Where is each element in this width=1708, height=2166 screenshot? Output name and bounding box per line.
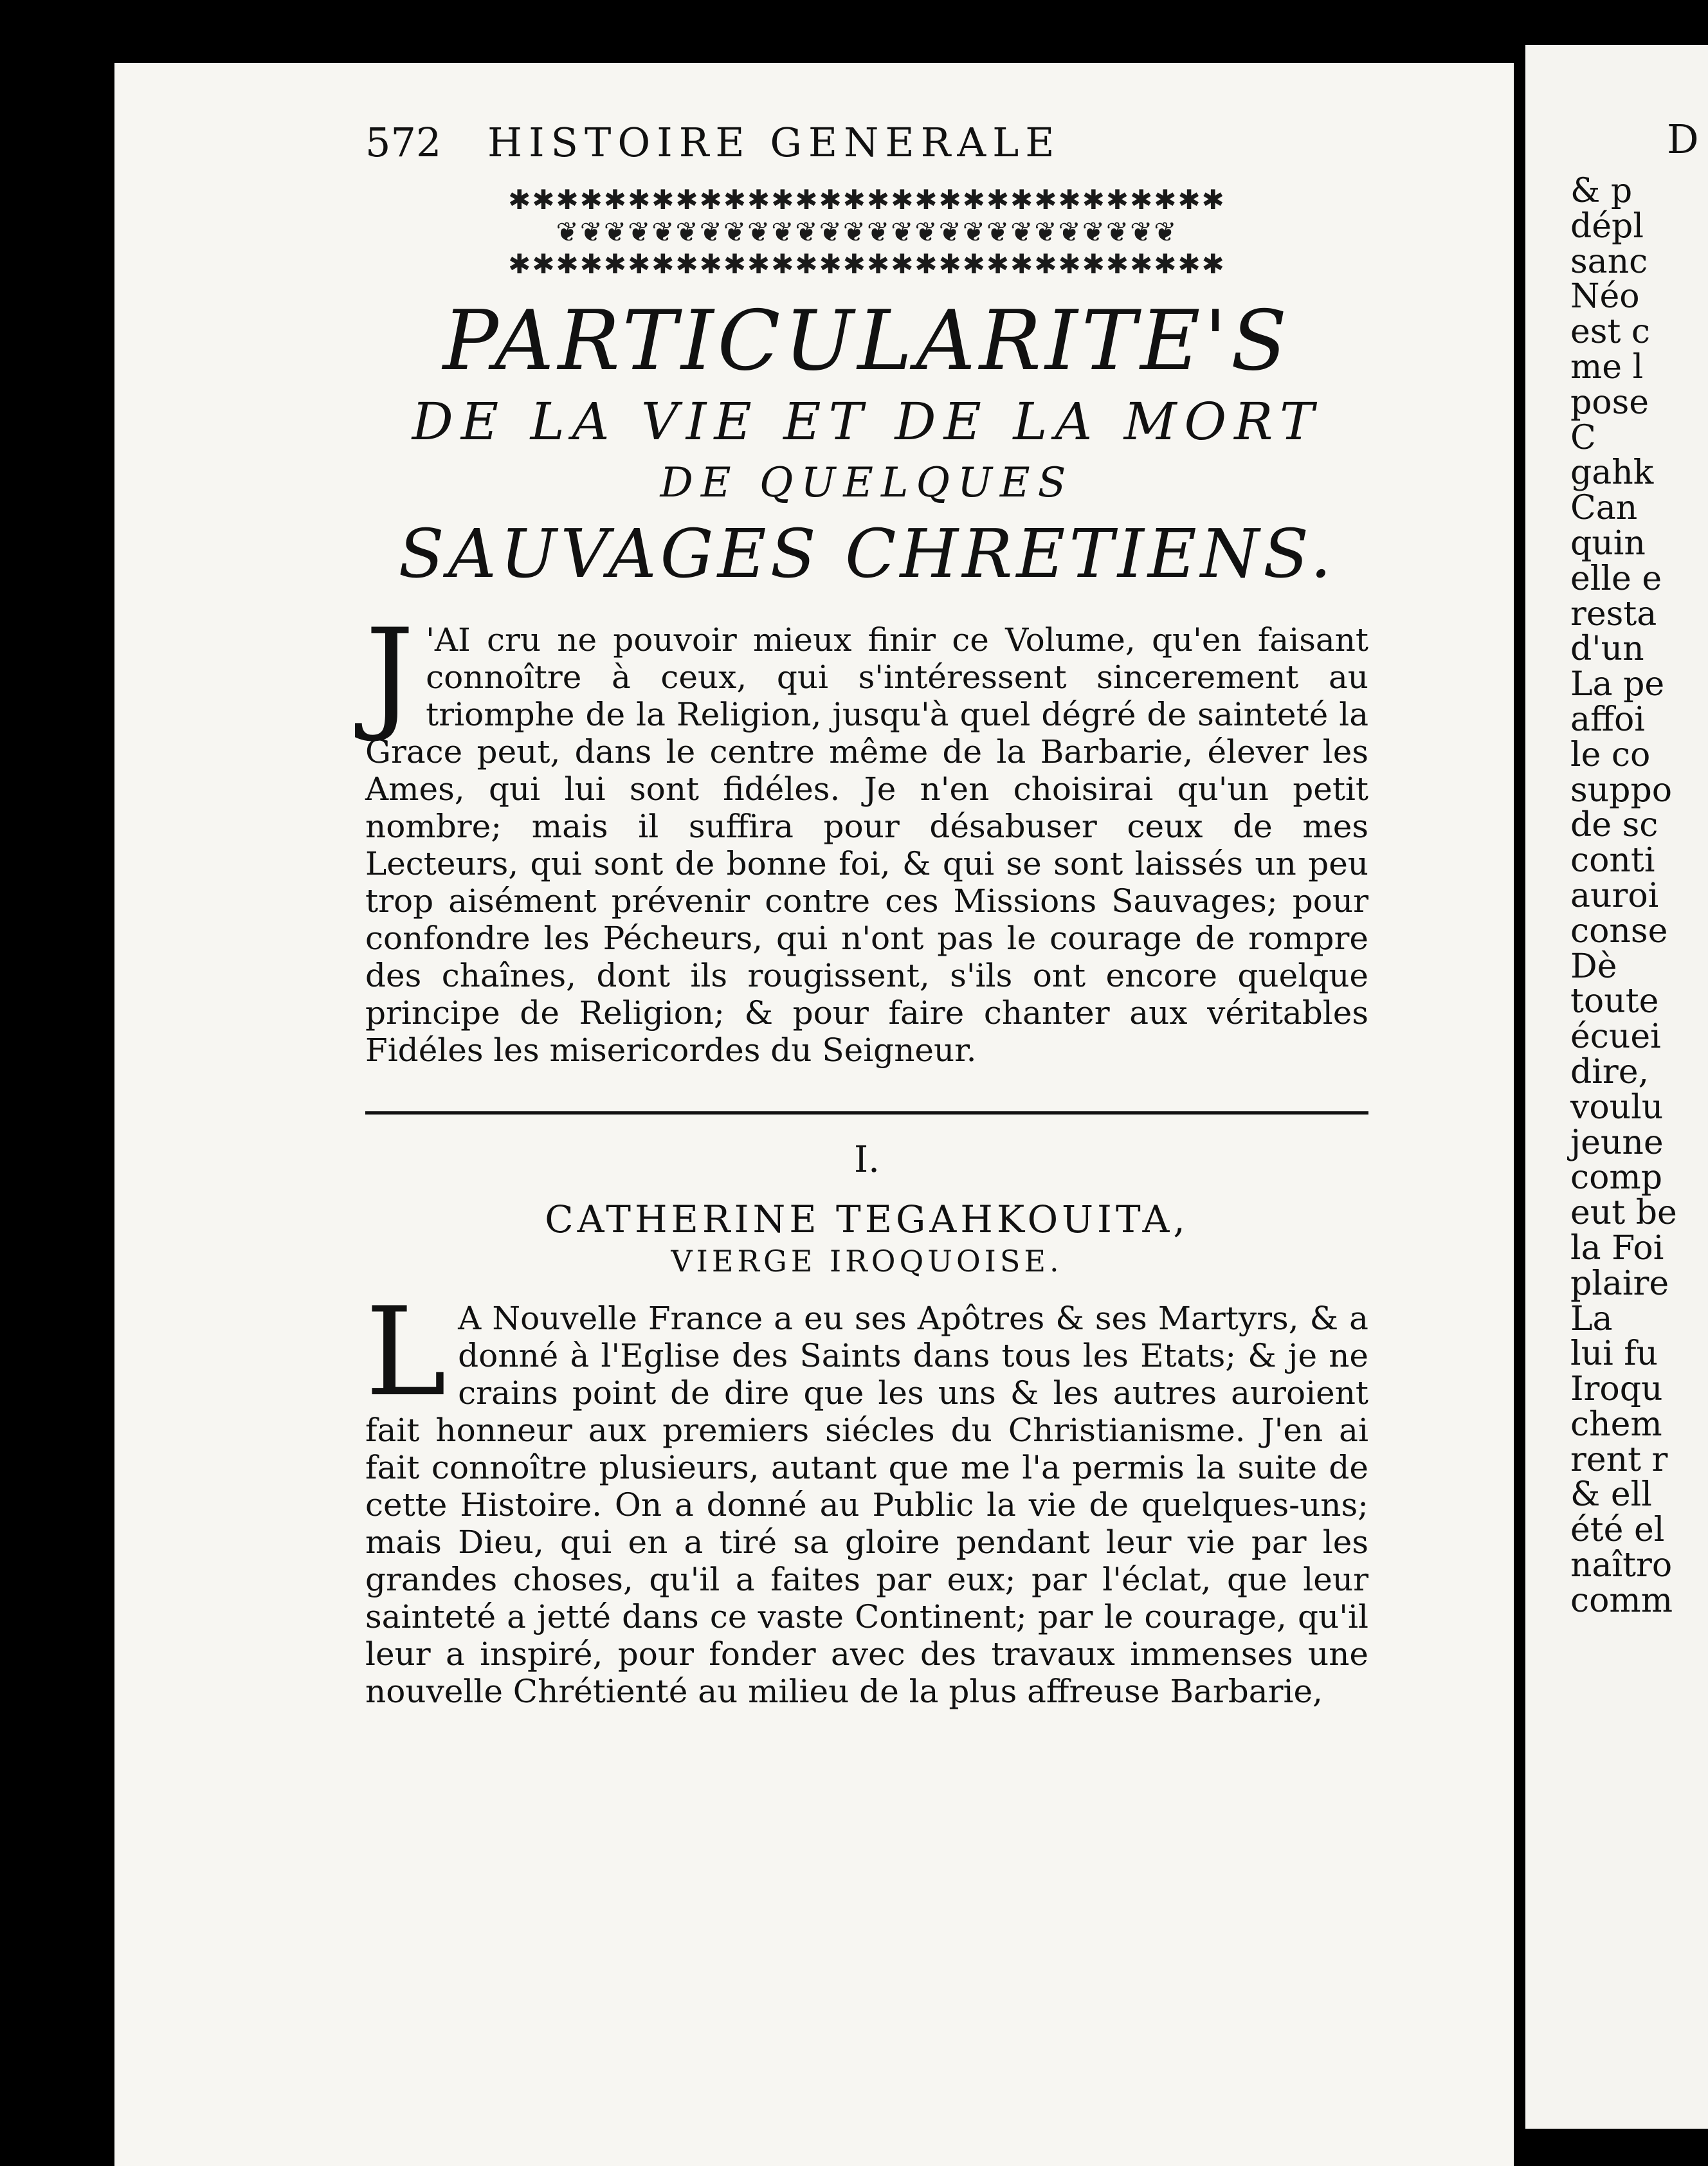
right-page-line: rent r <box>1570 1440 1668 1479</box>
right-page-line: me l <box>1570 347 1644 387</box>
right-page-line: suppo <box>1570 770 1673 810</box>
right-page-line: & ell <box>1570 1475 1652 1515</box>
right-page-line: eut be <box>1570 1194 1677 1233</box>
right-page-line: de sc <box>1570 806 1658 845</box>
right-page-line: le co <box>1570 735 1651 774</box>
ornament-row: ❦❦❦❦❦❦❦❦❦❦❦❦❦❦❦❦❦❦❦❦❦❦❦❦❦❦ <box>556 216 1178 248</box>
right-page-line: dire, <box>1570 1052 1649 1091</box>
running-head: HISTOIRE GENERALE <box>487 119 1061 166</box>
section-number: I. <box>854 1139 880 1181</box>
right-page-line: auroi <box>1570 876 1659 915</box>
right-page-line: naîtro <box>1570 1546 1673 1585</box>
drop-cap: L <box>365 1281 447 1423</box>
right-page-line: plaire <box>1570 1264 1669 1303</box>
right-page-line: lui fu <box>1570 1334 1658 1374</box>
right-page-line: Néo <box>1570 277 1640 316</box>
intro-paragraph <box>365 603 1368 1069</box>
section-subtitle: VIERGE IROQUOISE. <box>671 1244 1063 1279</box>
right-page-line: voulu <box>1570 1088 1664 1127</box>
title-line-2: DE LA VIE ET DE LA MORT <box>412 392 1322 451</box>
right-page-line: C <box>1570 418 1596 457</box>
title-line-1: PARTICULARITE'S <box>442 293 1291 389</box>
ornament-row: ✱✱✱✱✱✱✱✱✱✱✱✱✱✱✱✱✱✱✱✱✱✱✱✱✱✱✱✱✱✱ <box>508 248 1226 280</box>
right-page-line: Dè <box>1570 947 1617 986</box>
ornament-row: ✱✱✱✱✱✱✱✱✱✱✱✱✱✱✱✱✱✱✱✱✱✱✱✱✱✱✱✱✱✱ <box>508 184 1226 215</box>
section-title: CATHERINE TEGAHKOUITA, <box>545 1197 1189 1241</box>
body-text: A Nouvelle France a eu ses Apôtres & ses Martyrs, & a donné à l'Eglise des Saints dans tous les Etats; & je ne crains point de dire que les uns & les autres auroient fait honneur aux premiers siécles du Christianisme. J'en ai fait connoître plusieurs, autant que me l'a permis la suite de cette Histoire. On a donné au Public la vie de quelques-uns; mais Dieu, qui en a tiré sa gloire pendant leur vie par les grandes choses, qu'il a faites par eux; par l'éclat, que leur sainteté a jetté dans ce vaste Continent; par le courage, qu'il leur a inspiré, pour fonder avec des travaux immenses une nouvelle Chrétienté au milieu de la plus affreuse Barbarie, <box>365 1300 1368 1710</box>
right-page-line: dépl <box>1570 206 1644 246</box>
right-page-line: conti <box>1570 841 1655 880</box>
right-page-line: écuei <box>1570 1017 1661 1057</box>
chapter-title <box>365 293 1368 596</box>
left-page-content <box>365 119 1368 1710</box>
right-page-line: est c <box>1570 313 1651 352</box>
right-page-line: comm <box>1570 1581 1673 1620</box>
right-page-line: La pe <box>1570 665 1665 704</box>
right-page-line: la Foi <box>1570 1228 1664 1268</box>
intro-text: 'AI cru ne pouvoir mieux finir ce Volume, qu'en faisant connoître à ceux, qui s'intéressent sincerement au triomphe de la Religion, jusqu'à quel dégré de sainteté la Grace peut, dans le centre même de la Barbarie, élever les Ames, qui lui sont fidéles. Je n'en choisirai qu'un petit nombre; mais il suffira pour désabuser ceux de mes Lecteurs, qui sont de bonne foi, & qui se sont laissés un peu trop aisément prévenir contre ces Missions Sauvages; pour confondre les Pécheurs, qui n'ont pas le courage de rompre des chaînes, dont ils rougissent, s'ils ont encore quelque principe de Religion; & pour faire chanter aux véritables Fidéles les misericordes du Seigneur. <box>365 621 1368 1069</box>
right-page-fragment <box>1525 45 1708 2129</box>
right-page-line: Can <box>1570 489 1638 528</box>
right-page-line: d'un <box>1570 630 1644 669</box>
right-page-line: La <box>1570 1299 1613 1338</box>
right-page-line: comp <box>1570 1158 1663 1197</box>
right-page-line: & p <box>1570 172 1633 210</box>
right-page-line: affoi <box>1570 700 1645 739</box>
right-page-lines <box>1570 174 1677 1619</box>
right-page-line: quin <box>1570 523 1646 563</box>
right-page-line: sanc <box>1570 242 1648 281</box>
right-page-line: jeune <box>1570 1123 1664 1162</box>
title-line-4: SAUVAGES CHRETIENS. <box>398 514 1336 593</box>
ornament-band <box>365 184 1368 280</box>
body-paragraph <box>365 1281 1368 1710</box>
page-number: 572 <box>365 119 442 166</box>
right-page-line: conse <box>1570 911 1668 951</box>
right-page-line: été el <box>1570 1511 1665 1550</box>
right-page-line: elle e <box>1570 559 1662 598</box>
right-page-line: Iroqu <box>1570 1370 1663 1409</box>
page-header <box>365 119 1368 166</box>
section-divider <box>365 1111 1368 1115</box>
right-page-line: resta <box>1570 594 1657 633</box>
right-page-line: pose <box>1570 383 1649 422</box>
title-line-3: DE QUELQUES <box>660 459 1074 507</box>
right-page-line: gahk <box>1570 453 1654 493</box>
drop-cap: J <box>365 603 415 745</box>
right-page-line: toute <box>1570 982 1659 1021</box>
right-page-line: chem <box>1570 1405 1662 1444</box>
right-running-head: D <box>1667 116 1699 163</box>
